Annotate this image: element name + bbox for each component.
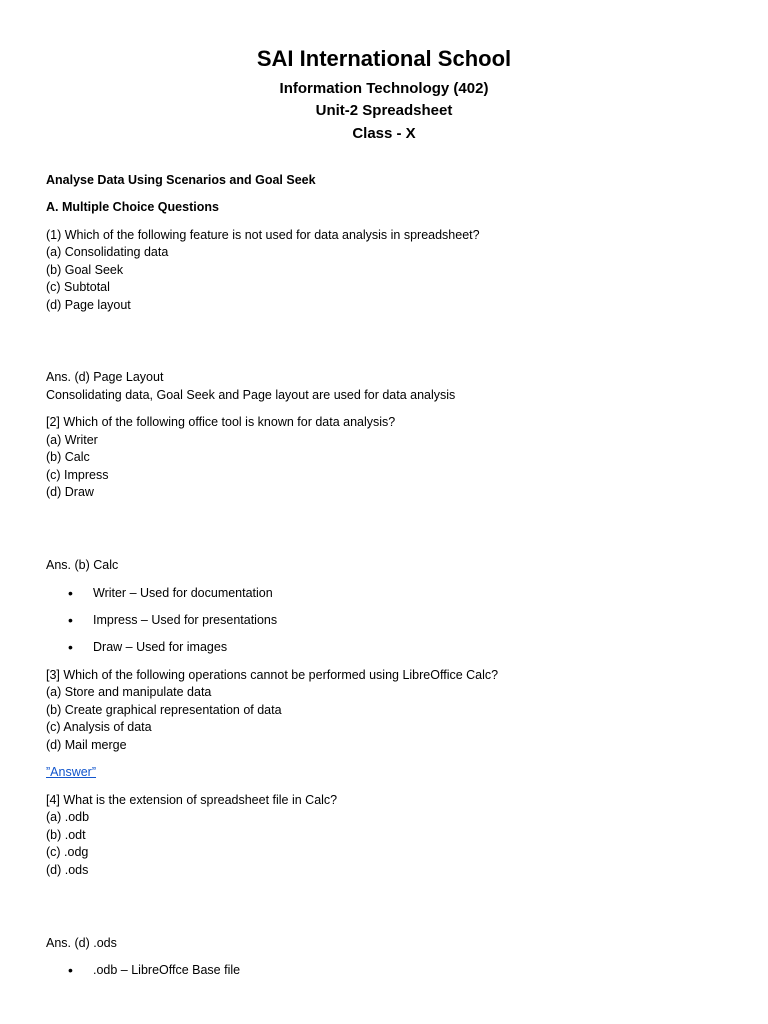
option-text: (a) Consolidating data — [46, 245, 169, 259]
option-text: (c) .odg — [46, 845, 89, 859]
answer-link[interactable]: ”Answer” — [46, 765, 97, 779]
option-text: (b) Create graphical representation of data — [46, 703, 282, 717]
option-text: (a) Store and manipulate data — [46, 685, 212, 699]
option-text: (c) Impress — [46, 468, 109, 482]
bullet-item: Writer – Used for documentation — [93, 586, 273, 600]
option-text: (b) Calc — [46, 450, 90, 464]
bullet-icon: • — [68, 585, 73, 601]
option-text: (d) .ods — [46, 863, 89, 877]
answer-2: Ans. (b) Calc — [46, 558, 119, 572]
section-title: Analyse Data Using Scenarios and Goal Seek — [46, 173, 316, 187]
option-text: (d) Draw — [46, 485, 94, 499]
subsection-title: A. Multiple Choice Questions — [46, 200, 219, 214]
subject-heading: Information Technology (402) — [279, 80, 489, 97]
bullet-icon: • — [68, 612, 73, 628]
bullet-icon: • — [68, 639, 73, 655]
bullet-item: .odb – LibreOffce Base file — [93, 963, 241, 977]
answer-1: Ans. (d) Page Layout — [46, 370, 164, 384]
question-2: [2] Which of the following office tool is known for data analysis? — [46, 415, 396, 429]
option-text: (a) .odb — [46, 810, 90, 824]
question-4: [4] What is the extension of spreadsheet file in Calc? — [46, 793, 338, 807]
option-text: (d) Page layout — [46, 298, 131, 312]
explanation-1: Consolidating data, Goal Seek and Page layout are used for data analysis — [46, 388, 456, 402]
bullet-icon: • — [68, 962, 73, 978]
option-text: (a) Writer — [46, 433, 98, 447]
question-3: [3] Which of the following operations cannot be performed using LibreOffice Calc? — [46, 668, 499, 682]
option-text: (b) Goal Seek — [46, 263, 124, 277]
school-title: SAI International School — [256, 46, 512, 71]
option-text: (b) .odt — [46, 828, 86, 842]
option-text: (d) Mail merge — [46, 738, 127, 752]
answer-4: Ans. (d) .ods — [46, 936, 117, 950]
class-heading: Class - X — [352, 125, 416, 142]
bullet-item: Draw – Used for images — [93, 640, 228, 654]
option-text: (c) Analysis of data — [46, 720, 152, 734]
bullet-item: Impress – Used for presentations — [93, 613, 278, 627]
option-text: (c) Subtotal — [46, 280, 110, 294]
unit-heading: Unit-2 Spreadsheet — [315, 102, 453, 119]
question-1: (1) Which of the following feature is not used for data analysis in spreadsheet? — [46, 228, 480, 242]
